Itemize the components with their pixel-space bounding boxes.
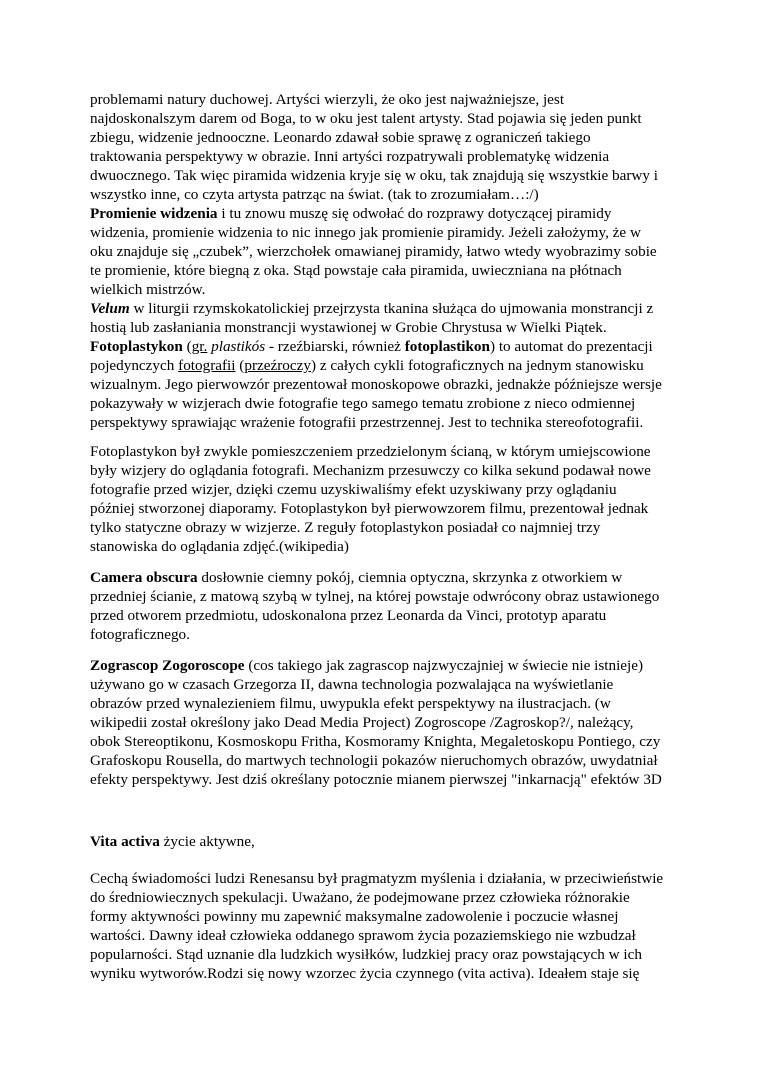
text-line: widzenia, promienie widzenia to nic innego jak promienie piramidy. Jeżeli założymy, że w bbox=[90, 224, 641, 241]
intro-paragraph bbox=[90, 90, 680, 204]
term-heading: Promienie widzenia bbox=[90, 205, 218, 222]
text-line: Grafoskopu Rousella, do martwych technologii pokazów nieruchomych obrazów, uwydatniał bbox=[90, 752, 658, 769]
text-line: hostią lub zasłaniania monstrancji wystawionej w Grobie Chrystusa w Wielki Piątek. bbox=[90, 319, 607, 336]
text-line: dwuocznego. Tak więc piramida widzenia kryje się w oku, tak znajdują się wszystkie barwy i bbox=[90, 167, 659, 184]
text-line: wartości. Dawny ideał człowieka oddanego sprawom życia pozaziemskiego nie wzbudzał bbox=[90, 927, 636, 944]
text-line: obrazów przed wynalezieniem filmu, uwypukla efekt perspektywy na ilustracjach. (w bbox=[90, 695, 611, 712]
text-line: najdoskonalszym darem od Boga, to w oku jest talent artysty. Stad pojawia się jeden punkt bbox=[90, 110, 642, 127]
text-line: traktowania perspektywy w obrazie. Inni artyści rozpatrywali problematykę widzenia bbox=[90, 148, 610, 165]
text-line: były wizjery do oglądania fotografi. Mechanizm przesuwczy co kilka sekund podawał nowe bbox=[90, 462, 651, 479]
link-fotografii[interactable]: fotografii bbox=[178, 357, 236, 374]
link-przezroczy[interactable]: przeźroczy bbox=[244, 357, 311, 374]
text-line: fotografie przed wizjer, dzięki czemu uzyskiwaliśmy efekt uzyskiwany przy oglądaniu bbox=[90, 481, 617, 498]
text-line: wizualnym. Jego pierwowzór prezentował monoskopowe obrazki, jednakże późniejsze wersje bbox=[90, 376, 662, 393]
text-line: perspektywy sprawiając wrażenie fotografii przestrzennej. Jest to technika stereofotografii. bbox=[90, 414, 644, 431]
text-line: zbiegu, widzenie jednooczne. Leonardo zdawał sobie sprawę z ograniczeń takiego bbox=[90, 129, 591, 146]
term-heading: Vita activa bbox=[90, 833, 160, 850]
text-line: popularności. Stąd uznanie dla ludzkich wysiłków, ludzkiej pracy oraz powstających w ich bbox=[90, 946, 642, 963]
text-line: efekty perspektywy. Jest dziś określany potocznie mianem pierwszej "inkarnacją" efektów 3D bbox=[90, 771, 662, 788]
text-line: Fotoplastykon był zwykle pomieszczeniem przedzielonym ścianą, w którym umiejscowione bbox=[90, 443, 651, 460]
text-line: wikipedii został określony jako Dead Media Project) Zogroscope /Zagroskop?/, należący, bbox=[90, 714, 634, 731]
text-line: używano go w czasach Grzegorza II, dawna technologia pozwalająca na wyświetlanie bbox=[90, 676, 614, 693]
term-heading: Velum bbox=[90, 300, 130, 317]
text-line: wyniku wytworów.Rodzi się nowy wzorzec życia czynnego (vita activa). Ideałem staje się bbox=[90, 965, 640, 982]
text-line: wielkich mistrzów. bbox=[90, 281, 206, 298]
text-line: tylko statyczne obrazy w wizjerze. Z reguły fotoplastykon posiadał co najmniej trzy bbox=[90, 519, 601, 536]
text-line: przedniej ścianie, z matową szybą w tylnej, na której powstaje odwrócony obraz ustawionego bbox=[90, 588, 660, 605]
camera-obscura-entry bbox=[90, 568, 680, 644]
text-line: wszystko inne, co czyta artysta patrząc na świat. (tak to zrozumiałam…:/) bbox=[90, 186, 539, 203]
text-line: później stworzonej diaporamy. Fotoplastykon był pierwowzorem filmu, prezentował jednak bbox=[90, 500, 649, 517]
text-line: Camera obscura dosłownie ciemny pokój, ciemnia optyczna, skrzynka z otworkiem w bbox=[90, 569, 623, 586]
text-line: Cechą świadomości ludzi Renesansu był pragmatyzm myślenia i działania, w przeciwieństwie bbox=[90, 870, 664, 887]
vita-activa-paragraph bbox=[90, 869, 680, 983]
text-line: pokazywały w wizjerach dwie fotografie tego samego tematu zrobione z nieco odmiennej bbox=[90, 395, 636, 412]
fotoplastykon-entry bbox=[90, 337, 680, 432]
text-line: Vita activa życie aktywne, bbox=[90, 833, 255, 850]
velum-entry bbox=[90, 299, 680, 337]
text-line: do średniowiecznych spekulacji. Uważano, że podejmowane przez człowieka różnorakie bbox=[90, 889, 630, 906]
text-line: te promienie, które biegną z oka. Stąd powstaje cała piramida, uwieczniana na płótnach bbox=[90, 262, 622, 279]
text-line: Velum w liturgii rzymskokatolickiej przejrzysta tkanina służąca do ujmowania monstrancji z bbox=[90, 300, 654, 317]
vita-activa-entry bbox=[90, 832, 680, 851]
text-line: stanowiska do oglądania zdjęć.(wikipedia) bbox=[90, 538, 349, 555]
text-line: pojedynczych fotografii (przeźroczy) z całych cykli fotograficznych na jednym stanowisku bbox=[90, 357, 644, 374]
text-line: fotograficznego. bbox=[90, 626, 190, 643]
text-line: Zograscop Zogoroscope (cos takiego jak zagrascop najzwyczajniej w świecie nie istnieje) bbox=[90, 657, 644, 674]
link-gr[interactable]: gr. bbox=[191, 338, 208, 355]
text-line: obok Stereoptikonu, Kosmoskopu Fritha, Kosmoramy Knighta, Megaletoskopu Pontiego, czy bbox=[90, 733, 661, 750]
text-line: problemami natury duchowej. Artyści wierzyli, że oko jest najważniejsze, jest bbox=[90, 91, 565, 108]
zograscop-entry bbox=[90, 656, 680, 789]
term-heading: Camera obscura bbox=[90, 569, 198, 586]
text-line: przed otworem przedmiotu, udoskonalona przez Leonarda da Vinci, prototyp aparatu bbox=[90, 607, 607, 624]
term-heading: Zograscop Zogoroscope bbox=[90, 657, 245, 674]
promienie-widzenia-entry bbox=[90, 204, 680, 299]
text-line: oku znajduje się „czubek”, wierzchołek omawianej piramidy, łatwo wtedy wyobrazimy sobie bbox=[90, 243, 657, 260]
text-line: Promienie widzenia i tu znowu muszę się odwołać do rozprawy dotyczącej piramidy bbox=[90, 205, 612, 222]
text-line: formy aktywności powinny mu zapewnić maksymalne zadowolenie i poczucie własnej bbox=[90, 908, 619, 925]
text-line: Fotoplastykon (gr. plastikós - rzeźbiarski, również fotoplastikon) to automat do prezentacji bbox=[90, 338, 653, 355]
fotoplastykon-paragraph-2 bbox=[90, 442, 680, 556]
term-heading: Fotoplastykon bbox=[90, 338, 183, 355]
